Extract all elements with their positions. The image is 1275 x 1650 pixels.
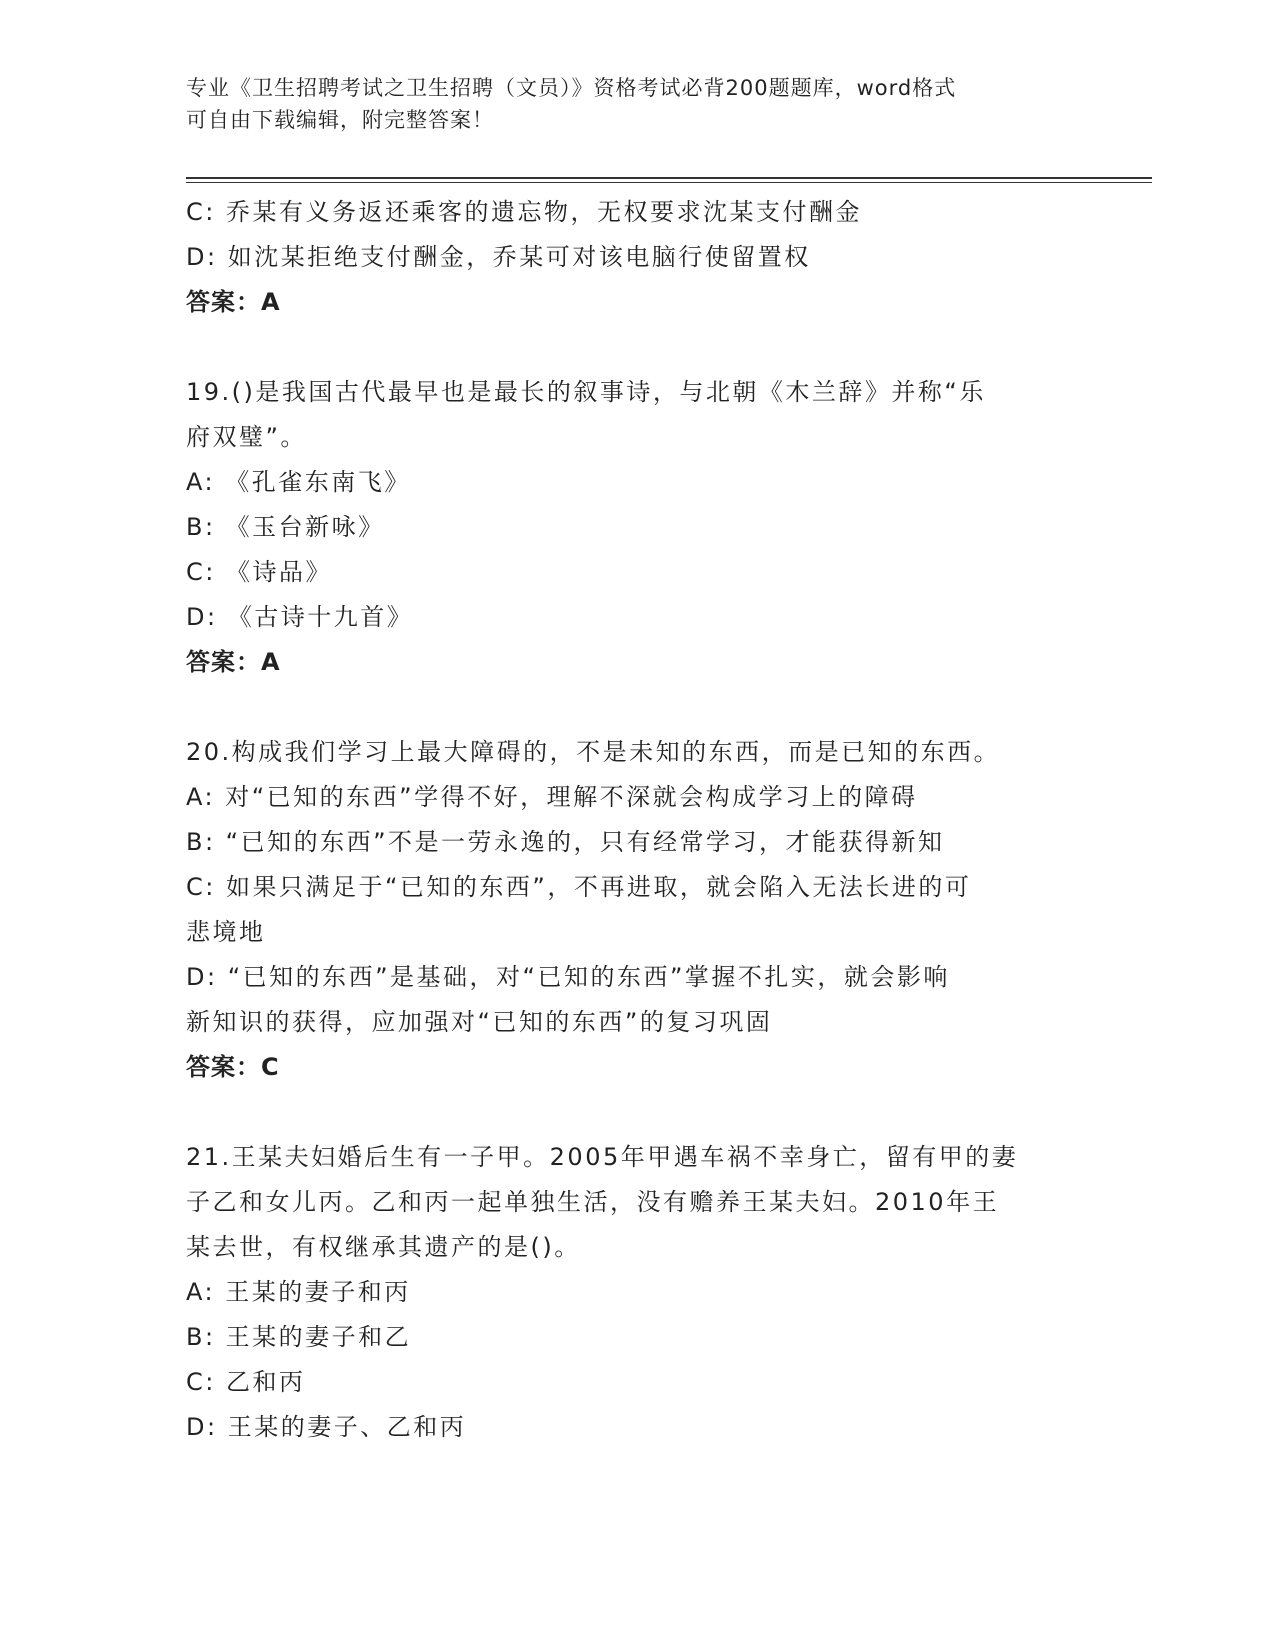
answer-line: 答案：A <box>186 648 281 676</box>
spacer <box>186 685 1086 730</box>
answer-line: 答案：C <box>186 1053 280 1081</box>
option-a: A: 王某的妻子和丙 <box>186 1278 411 1306</box>
question-stem-continued: 子乙和女儿丙。乙和丙一起单独生活，没有赡养王某夫妇。2010年王 <box>186 1188 1000 1216</box>
question-stem: 19.()是我国古代最早也是最长的叙事诗，与北朝《木兰辞》并称“乐 <box>186 378 986 406</box>
option-d: D: “已知的东西”是基础，对“已知的东西”掌握不扎实，就会影响 <box>186 963 950 991</box>
option-b: B: 王某的妻子和乙 <box>186 1323 412 1351</box>
option-d-continued: 新知识的获得，应加强对“已知的东西”的复习巩固 <box>186 1008 773 1036</box>
option-c: C: 《诗品》 <box>186 558 332 586</box>
question-content <box>186 190 1086 1450</box>
option-d: D: 如沈某拒绝支付酬金，乔某可对该电脑行使留置权 <box>186 243 811 271</box>
option-c: C: 乙和丙 <box>186 1368 306 1396</box>
spacer <box>186 1090 1086 1135</box>
header-divider-thin <box>186 182 1152 183</box>
question-stem: 20.构成我们学习上最大障碍的，不是未知的东西，而是已知的东西。 <box>186 738 1001 766</box>
option-b: B: “已知的东西”不是一劳永逸的，只有经常学习，才能获得新知 <box>186 828 945 856</box>
question-18-carryover <box>186 190 1086 325</box>
header-line-1: 专业《卫生招聘考试之卫生招聘（文员）》资格考试必背200题题库，word格式 <box>186 76 957 100</box>
question-19 <box>186 370 1086 685</box>
header-divider-thick <box>186 177 1152 179</box>
question-20 <box>186 730 1086 1090</box>
option-c-continued: 悲境地 <box>186 918 266 946</box>
option-b: B: 《玉台新咏》 <box>186 513 385 541</box>
answer-line: 答案：A <box>186 288 281 316</box>
question-stem-continued: 某去世，有权继承其遗产的是()。 <box>186 1233 581 1261</box>
question-stem: 21.王某夫妇婚后生有一子甲。2005年甲遇车祸不幸身亡，留有甲的妻 <box>186 1143 1019 1171</box>
page-header <box>186 72 1086 136</box>
option-d: D: 《古诗十九首》 <box>186 603 414 631</box>
spacer <box>186 325 1086 370</box>
question-stem-continued: 府双璧”。 <box>186 423 307 451</box>
option-d: D: 王某的妻子、乙和丙 <box>186 1413 467 1441</box>
option-a: A: 对“已知的东西”学得不好，理解不深就会构成学习上的障碍 <box>186 783 918 811</box>
option-c: C: 如果只满足于“已知的东西”，不再进取，就会陷入无法长进的可 <box>186 873 972 901</box>
header-line-2: 可自由下载编辑，附完整答案！ <box>186 108 494 132</box>
question-21 <box>186 1135 1086 1450</box>
option-a: A: 《孔雀东南飞》 <box>186 468 411 496</box>
option-c: C: 乔某有义务返还乘客的遗忘物，无权要求沈某支付酬金 <box>186 198 862 226</box>
